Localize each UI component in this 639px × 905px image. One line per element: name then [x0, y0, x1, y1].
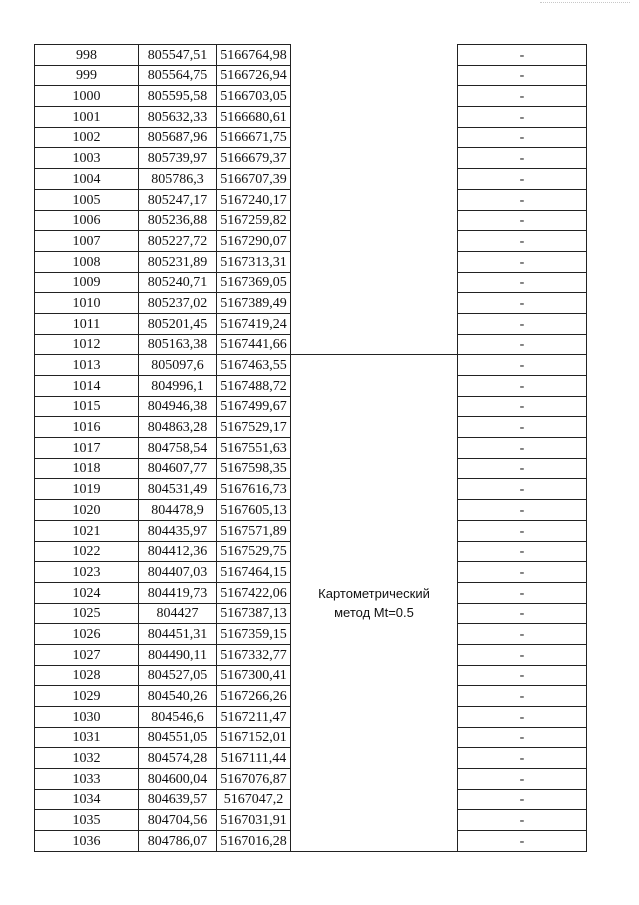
scan-header-mark: [540, 2, 630, 6]
coordinate-x: 805632,33: [139, 107, 217, 128]
coordinate-y: 5167441,66: [217, 334, 291, 355]
point-number: 1005: [35, 189, 139, 210]
point-number: 1028: [35, 665, 139, 686]
accuracy-value: -: [458, 789, 587, 810]
coordinate-y: 5167422,06: [217, 582, 291, 603]
point-number: 1018: [35, 458, 139, 479]
accuracy-value: -: [458, 355, 587, 376]
coordinate-y: 5167031,91: [217, 810, 291, 831]
coordinate-y: 5167529,17: [217, 417, 291, 438]
coordinate-x: 804551,05: [139, 727, 217, 748]
coordinate-y: 5167111,44: [217, 748, 291, 769]
accuracy-value: -: [458, 582, 587, 603]
coordinate-y: 5167300,41: [217, 665, 291, 686]
coordinate-y: 5167047,2: [217, 789, 291, 810]
table-row: [35, 45, 587, 66]
coordinate-y: 5167259,82: [217, 210, 291, 231]
point-number: 1001: [35, 107, 139, 128]
coordinate-x: 805564,75: [139, 65, 217, 86]
accuracy-value: -: [458, 479, 587, 500]
point-number: 999: [35, 65, 139, 86]
point-number: 1013: [35, 355, 139, 376]
coordinate-x: 804574,28: [139, 748, 217, 769]
point-number: 1032: [35, 748, 139, 769]
coordinate-x: 805247,17: [139, 189, 217, 210]
coordinate-y: 5167598,35: [217, 458, 291, 479]
coordinate-x: 804546,6: [139, 707, 217, 728]
coordinate-x: 805227,72: [139, 231, 217, 252]
coordinate-x: 804412,36: [139, 541, 217, 562]
coordinate-x: 805595,58: [139, 86, 217, 107]
point-number: 1023: [35, 562, 139, 583]
coordinate-y: 5167313,31: [217, 251, 291, 272]
accuracy-value: -: [458, 603, 587, 624]
coordinate-y: 5166679,37: [217, 148, 291, 169]
accuracy-value: -: [458, 686, 587, 707]
accuracy-value: -: [458, 707, 587, 728]
accuracy-value: -: [458, 810, 587, 831]
coordinate-y: 5167616,73: [217, 479, 291, 500]
accuracy-value: -: [458, 293, 587, 314]
point-number: 1021: [35, 520, 139, 541]
coordinate-y: 5167152,01: [217, 727, 291, 748]
accuracy-value: -: [458, 127, 587, 148]
accuracy-value: -: [458, 727, 587, 748]
point-number: 1017: [35, 438, 139, 459]
coordinate-y: 5167419,24: [217, 313, 291, 334]
point-number: 1035: [35, 810, 139, 831]
accuracy-value: -: [458, 520, 587, 541]
coordinate-x: 804600,04: [139, 769, 217, 790]
point-number: 1002: [35, 127, 139, 148]
method-label-line2: метод Mt=0.5: [334, 605, 414, 621]
point-number: 1010: [35, 293, 139, 314]
coordinate-y: 5167387,13: [217, 603, 291, 624]
coordinate-x: 804704,56: [139, 810, 217, 831]
accuracy-value: -: [458, 376, 587, 397]
accuracy-value: -: [458, 748, 587, 769]
point-number: 1004: [35, 169, 139, 190]
point-number: 1026: [35, 624, 139, 645]
point-number: 1020: [35, 500, 139, 521]
coordinate-y: 5166707,39: [217, 169, 291, 190]
coordinate-y: 5167551,63: [217, 438, 291, 459]
coordinate-x: 804407,03: [139, 562, 217, 583]
accuracy-value: -: [458, 45, 587, 66]
accuracy-value: -: [458, 500, 587, 521]
coordinate-x: 804527,05: [139, 665, 217, 686]
point-number: 1009: [35, 272, 139, 293]
point-number: 1011: [35, 313, 139, 334]
coordinate-y: 5167266,26: [217, 686, 291, 707]
coordinate-y: 5167571,89: [217, 520, 291, 541]
point-number: 1007: [35, 231, 139, 252]
accuracy-value: -: [458, 251, 587, 272]
accuracy-value: -: [458, 769, 587, 790]
coordinate-x: 804478,9: [139, 500, 217, 521]
coordinate-y: 5167488,72: [217, 376, 291, 397]
accuracy-value: -: [458, 458, 587, 479]
coordinate-x: 804451,31: [139, 624, 217, 645]
point-number: 1003: [35, 148, 139, 169]
accuracy-value: -: [458, 334, 587, 355]
coordinate-x: 805097,6: [139, 355, 217, 376]
accuracy-value: -: [458, 562, 587, 583]
coordinate-y: 5167499,67: [217, 396, 291, 417]
accuracy-value: -: [458, 189, 587, 210]
point-number: 1016: [35, 417, 139, 438]
point-number: 1022: [35, 541, 139, 562]
coordinate-x: 805231,89: [139, 251, 217, 272]
accuracy-value: -: [458, 644, 587, 665]
coordinate-x: 804427: [139, 603, 217, 624]
coordinate-x: 804946,38: [139, 396, 217, 417]
coordinate-y: 5167211,47: [217, 707, 291, 728]
table-row: [35, 355, 587, 376]
coordinate-x: 805236,88: [139, 210, 217, 231]
point-number: 1033: [35, 769, 139, 790]
coordinate-x: 804531,49: [139, 479, 217, 500]
coordinate-y: 5167463,55: [217, 355, 291, 376]
coordinates-table-body: [35, 45, 587, 852]
coordinate-y: 5166726,94: [217, 65, 291, 86]
coordinate-y: 5167369,05: [217, 272, 291, 293]
point-number: 1027: [35, 644, 139, 665]
point-number: 1019: [35, 479, 139, 500]
method-cell: [291, 355, 458, 852]
coordinate-x: 805163,38: [139, 334, 217, 355]
coordinate-x: 804758,54: [139, 438, 217, 459]
coordinate-x: 804786,07: [139, 831, 217, 852]
point-number: 1008: [35, 251, 139, 272]
coordinate-x: 804435,97: [139, 520, 217, 541]
accuracy-value: -: [458, 417, 587, 438]
method-cell-empty: [291, 45, 458, 355]
accuracy-value: -: [458, 438, 587, 459]
accuracy-value: -: [458, 231, 587, 252]
coordinate-y: 5167290,07: [217, 231, 291, 252]
coordinate-y: 5166764,98: [217, 45, 291, 66]
point-number: 1031: [35, 727, 139, 748]
point-number: 1036: [35, 831, 139, 852]
accuracy-value: -: [458, 169, 587, 190]
accuracy-value: -: [458, 272, 587, 293]
point-number: 1029: [35, 686, 139, 707]
accuracy-value: -: [458, 65, 587, 86]
coordinate-x: 804607,77: [139, 458, 217, 479]
coordinate-x: 805201,45: [139, 313, 217, 334]
point-number: 1034: [35, 789, 139, 810]
coordinate-x: 804540,26: [139, 686, 217, 707]
point-number: 1030: [35, 707, 139, 728]
accuracy-value: -: [458, 148, 587, 169]
accuracy-value: -: [458, 86, 587, 107]
coordinate-y: 5167076,87: [217, 769, 291, 790]
point-number: 1000: [35, 86, 139, 107]
point-number: 1006: [35, 210, 139, 231]
coordinate-y: 5167240,17: [217, 189, 291, 210]
accuracy-value: -: [458, 396, 587, 417]
coordinate-x: 804639,57: [139, 789, 217, 810]
coordinate-x: 805240,71: [139, 272, 217, 293]
accuracy-value: -: [458, 313, 587, 334]
coordinate-y: 5167332,77: [217, 644, 291, 665]
coordinate-x: 805547,51: [139, 45, 217, 66]
accuracy-value: -: [458, 541, 587, 562]
coordinate-y: 5167529,75: [217, 541, 291, 562]
coordinate-x: 804996,1: [139, 376, 217, 397]
accuracy-value: -: [458, 665, 587, 686]
point-number: 1015: [35, 396, 139, 417]
coordinate-x: 804419,73: [139, 582, 217, 603]
coordinate-y: 5167389,49: [217, 293, 291, 314]
coordinate-x: 805687,96: [139, 127, 217, 148]
coordinate-y: 5167464,15: [217, 562, 291, 583]
coordinates-table: [34, 44, 587, 852]
method-label-line1: Картометрический: [318, 586, 430, 602]
point-number: 1014: [35, 376, 139, 397]
coordinate-y: 5167359,15: [217, 624, 291, 645]
point-number: 1012: [35, 334, 139, 355]
coordinate-y: 5166703,05: [217, 86, 291, 107]
accuracy-value: -: [458, 831, 587, 852]
coordinate-y: 5167016,28: [217, 831, 291, 852]
point-number: 1025: [35, 603, 139, 624]
accuracy-value: -: [458, 107, 587, 128]
point-number: 1024: [35, 582, 139, 603]
coordinate-x: 804490,11: [139, 644, 217, 665]
coordinate-x: 804863,28: [139, 417, 217, 438]
coordinate-x: 805237,02: [139, 293, 217, 314]
coordinate-x: 805739,97: [139, 148, 217, 169]
coordinate-y: 5166680,61: [217, 107, 291, 128]
accuracy-value: -: [458, 624, 587, 645]
coordinate-y: 5167605,13: [217, 500, 291, 521]
accuracy-value: -: [458, 210, 587, 231]
point-number: 998: [35, 45, 139, 66]
coordinate-y: 5166671,75: [217, 127, 291, 148]
coordinate-x: 805786,3: [139, 169, 217, 190]
